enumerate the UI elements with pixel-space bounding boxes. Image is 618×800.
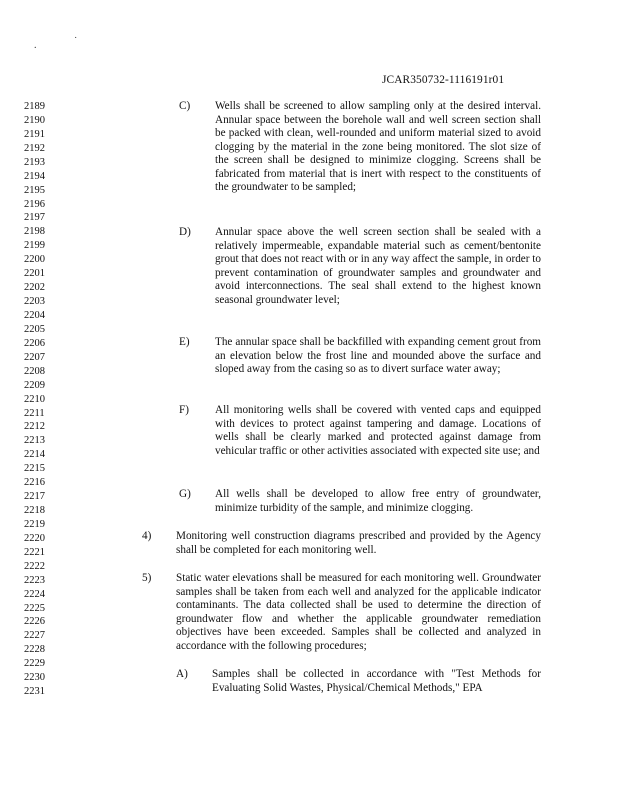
line-number: 2218: [24, 505, 45, 516]
item-label: E): [179, 336, 190, 348]
line-number: 2211: [24, 407, 45, 419]
line-number: 2227: [24, 630, 45, 642]
line-number: 2219: [24, 518, 45, 530]
item-label: A): [176, 668, 188, 680]
line-number: 2194: [24, 170, 45, 182]
line-number: 2191: [24, 128, 45, 140]
line-number: 2193: [24, 156, 45, 168]
item-label: F): [179, 404, 189, 416]
line-number: 2217: [24, 491, 45, 502]
line-number: 2198: [24, 226, 45, 238]
item-text: Monitoring well construction diagrams prescribed and provided by the Agency shall be completed for each monitoring well.: [176, 530, 541, 556]
item-text: Samples shall be collected in accordance with "Test Methods for Evaluating Solid Wastes, Physical/Chemical Methods," EPA: [212, 668, 541, 694]
line-number: 2230: [24, 672, 45, 684]
line-number: 2221: [24, 546, 45, 558]
document-id: JCAR350732-1116191r01: [382, 74, 505, 86]
corner-mark: .: [34, 40, 37, 51]
line-number: 2197: [24, 212, 45, 224]
item-text: Static water elevations shall be measured for each monitoring well. Groundwater samples shall be taken from each well and analyzed for the applicable indicator contaminants. The data collected shall be used to determine the direction of groundwater flow and whether the applicable groundwater remediation objectives have been exceeded. Samples shall be collected and analyzed in accordance with the following procedures;: [176, 572, 541, 652]
line-number: 2224: [24, 588, 45, 600]
line-number: 2208: [24, 365, 45, 377]
line-number: 2212: [24, 421, 45, 433]
item-text: The annular space shall be backfilled with expanding cement grout from an elevation below the frost line and mounded above the surface and sloped away from the casing so as to divert surface water away;: [215, 336, 541, 375]
item-text: Annular space above the well screen section shall be sealed with a relatively impermeable, expandable material such as cement/bentonite grout that does not react with or in any way affect the sample, in order to prevent contamination of groundwater samples and groundwater and avoid interconnections. The seal shall extend to the highest known seasonal groundwater level;: [215, 226, 541, 306]
line-number: 2200: [24, 254, 45, 266]
line-number: 2192: [24, 142, 45, 154]
line-number: 2209: [24, 379, 45, 391]
item-label: 4): [142, 530, 152, 542]
line-number: 2225: [24, 602, 45, 614]
item-label: D): [179, 226, 191, 238]
line-number: 2220: [24, 532, 45, 544]
line-number: 2204: [24, 309, 45, 321]
line-number: 2205: [24, 323, 45, 335]
line-number: 2189: [24, 101, 45, 112]
line-number: 2215: [24, 463, 45, 475]
line-number: 2216: [24, 477, 45, 489]
item-text: All wells shall be developed to allow free entry of groundwater, minimize turbidity of the sample, and minimize clogging.: [215, 488, 541, 514]
item-text: All monitoring wells shall be covered with vented caps and equipped with devices to protect against tampering and damage. Locations of wells shall be clearly marked and protected against damage from vehicular traffic or other activities associated with expected site use; and: [215, 404, 541, 457]
line-number: 2213: [24, 435, 45, 447]
item-label: G): [179, 488, 191, 500]
line-number: 2214: [24, 449, 45, 461]
item-label: 5): [142, 572, 152, 584]
corner-mark: ˙: [74, 36, 78, 47]
line-number: 2195: [24, 184, 45, 196]
line-number: 2203: [24, 296, 45, 307]
line-number: 2226: [24, 616, 45, 628]
line-number: 2231: [24, 686, 45, 698]
line-number: 2210: [24, 393, 45, 405]
line-number: 2196: [24, 198, 45, 210]
line-number: 2229: [24, 658, 45, 670]
line-number: 2202: [24, 282, 45, 294]
line-number: 2207: [24, 351, 45, 363]
item-text: Wells shall be screened to allow sampling only at the desired interval. Annular space between the borehole wall and well screen section shall be packed with clean, well-rounded and uniform material sized to avoid clogging by the material in the zone being monitored. The slot size of the screen shall be designed to minimize clogging. Screens shall be fabricated from material that is inert with respect to the constituents of the groundwater to be sampled;: [215, 100, 541, 193]
line-number: 2228: [24, 644, 45, 656]
line-number: 2223: [24, 574, 45, 586]
line-number: 2199: [24, 240, 45, 252]
line-number: 2201: [24, 268, 45, 280]
item-label: C): [179, 100, 191, 112]
line-number: 2222: [24, 560, 45, 572]
line-number: 2206: [24, 337, 45, 349]
line-number: 2190: [24, 114, 45, 126]
